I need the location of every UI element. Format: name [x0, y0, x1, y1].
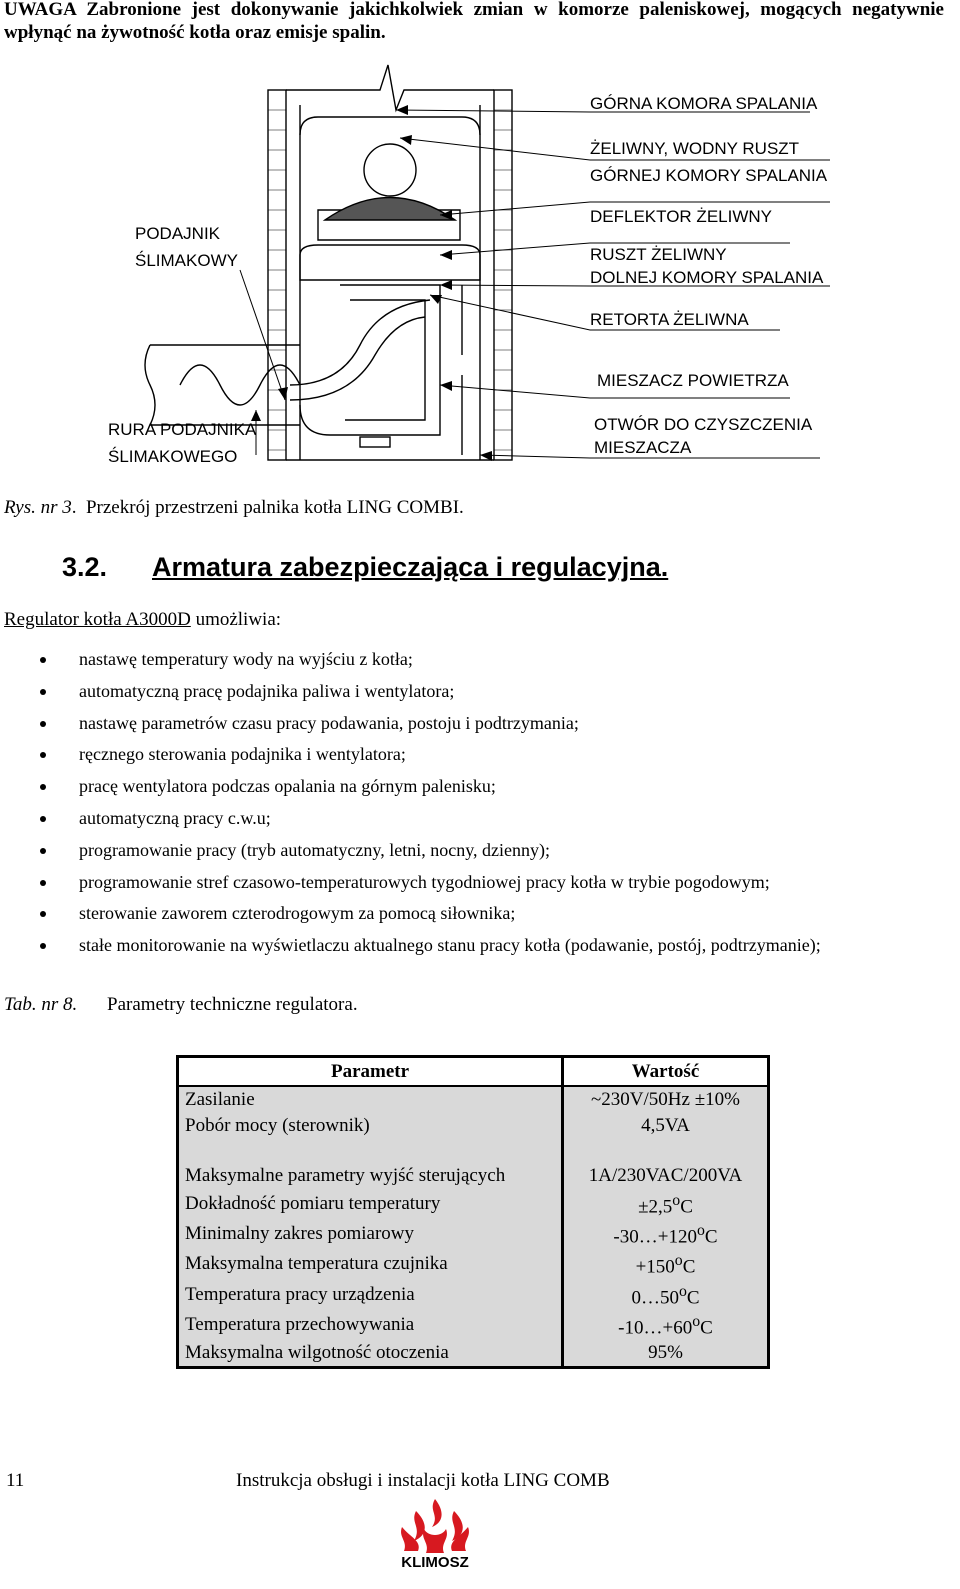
table-row — [178, 1249, 769, 1279]
value-cell: 0…50$^o$C — [563, 1280, 769, 1310]
label-podajnik-2: ŚLIMAKOWY — [135, 251, 238, 270]
table-row — [178, 1219, 769, 1249]
value-cell: 4,5VA — [563, 1113, 769, 1139]
param-cell: Temperatura przechowywania — [178, 1310, 563, 1340]
value-cell: $+150^oC$ — [563, 1249, 769, 1279]
figure-caption-dot: . — [71, 497, 77, 518]
warning-text: Zabronione jest dokonywanie jakichkolwiek zmian w komorze paleniskowej, mogących negatywnie wpłynąć na żywotność kotła oraz emisje spalin. — [4, 0, 944, 43]
param-cell: Maksymalna wilgotność otoczenia — [178, 1340, 563, 1367]
value-cell: $-30\dots+120^oC$ — [563, 1219, 769, 1249]
list-item: automatyczną pracy c.w.u; — [0, 803, 821, 835]
table-header-row — [178, 1057, 769, 1087]
figure-caption — [4, 497, 464, 519]
header-param: Parametr — [178, 1057, 563, 1087]
value-cell: ~230V/50Hz ±10% — [563, 1086, 769, 1113]
label-ruszt-wodny-1: ŻELIWNY, WODNY RUSZT — [590, 139, 800, 158]
table-row — [178, 1189, 769, 1219]
label-mieszacz: MIESZACZ POWIETRZA — [597, 371, 789, 390]
deflector — [325, 198, 455, 221]
param-cell: Dokładność pomiaru temperatury — [178, 1189, 563, 1219]
list-item: ręcznego sterowania podajnika i wentylatora; — [0, 739, 821, 771]
burner-cross-section-diagram — [0, 55, 960, 480]
label-retorta: RETORTA ŻELIWNA — [590, 310, 749, 329]
regulator-name: Regulator kotła A3000D — [4, 609, 191, 630]
list-item: pracę wentylatora podczas opalania na górnym palenisku; — [0, 771, 821, 803]
table-row — [178, 1086, 769, 1113]
param-cell: Maksymalna temperatura czujnika — [178, 1249, 563, 1279]
top-wall-break — [286, 65, 494, 110]
page-number: 11 — [6, 1470, 25, 1491]
value-cell: 95% — [563, 1340, 769, 1367]
param-cell: Temperatura pracy urządzenia — [178, 1280, 563, 1310]
figure-caption-text: Przekrój przestrzeni palnika kotła LING COMBI. — [85, 497, 464, 518]
value-cell: $\pm 2,5^oC$ — [563, 1189, 769, 1219]
list-item: programowanie stref czasowo-temperaturowych tygodniowej pracy kotła w trybie pogodowym; — [0, 867, 821, 899]
table-row — [178, 1340, 769, 1367]
label-otwor-1: OTWÓR DO CZYSZCZENIA — [594, 415, 813, 434]
value-cell: 1A/230VAC/200VA — [563, 1163, 769, 1189]
label-ruszt-dolny-2: DOLNEJ KOMORY SPALANIA — [590, 268, 824, 287]
label-podajnik-1: PODAJNIK — [135, 224, 221, 243]
label-gorna: GÓRNA KOMORA SPALANIA — [590, 94, 818, 113]
warning-paragraph — [4, 0, 944, 44]
table-row — [178, 1310, 769, 1340]
left-wall — [268, 90, 286, 460]
list-item: nastawę parametrów czasu pracy podawania, postoju i podtrzymania; — [0, 708, 821, 740]
figure-caption-label: Rys. nr 3 — [4, 497, 72, 518]
logo-text: KLIMOSZ — [401, 1554, 469, 1569]
param-cell — [178, 1139, 563, 1163]
intro-rest: umożliwia: — [190, 609, 282, 630]
label-ruszt-dolny-1: RUSZT ŻELIWNY — [590, 245, 727, 264]
list-item: sterowanie zaworem czterodrogowym za pomocą siłownika; — [0, 898, 821, 930]
label-rura-1: RURA PODAJNIKA — [108, 420, 257, 439]
feature-list — [0, 644, 821, 962]
klimosz-logo — [388, 1497, 482, 1569]
regulator-parameters-table — [176, 1055, 770, 1369]
value-cell: $-10\dots+60^oC$ — [563, 1310, 769, 1340]
table-caption — [4, 994, 358, 1016]
param-cell: Pobór mocy (sterownik) — [178, 1113, 563, 1139]
section-title: Armatura zabezpieczająca i regulacyjna. — [152, 552, 669, 582]
list-item: automatyczną pracę podajnika paliwa i wentylatora; — [0, 676, 821, 708]
list-item: nastawę temperatury wody na wyjściu z kotła; — [0, 644, 821, 676]
label-otwor-2: MIESZACZA — [594, 438, 692, 457]
label-ruszt-wodny-2: GÓRNEJ KOMORY SPALANIA — [590, 166, 828, 185]
table-row — [178, 1280, 769, 1310]
retort — [300, 285, 440, 435]
param-cell: Minimalny zakres pomiarowy — [178, 1219, 563, 1249]
right-wall — [494, 90, 512, 460]
header-value: Wartość — [563, 1057, 769, 1087]
feeder-screw — [180, 365, 300, 405]
table-row — [178, 1163, 769, 1189]
section-heading — [62, 552, 668, 583]
table-caption-text: Parametry techniczne regulatora. — [107, 994, 358, 1015]
section-number: 3.2. — [62, 552, 108, 582]
value-cell — [563, 1139, 769, 1163]
param-cell: Zasilanie — [178, 1086, 563, 1113]
flame-icon — [401, 1499, 469, 1553]
footer-title: Instrukcja obsługi i instalacji kotła LING COMB — [236, 1470, 610, 1491]
upper-chamber-circle — [364, 144, 416, 196]
table-row-empty — [178, 1139, 769, 1163]
label-deflektor: DEFLEKTOR ŻELIWNY — [590, 207, 772, 226]
list-item: programowanie pracy (tryb automatyczny, letni, nocny, dzienny); — [0, 835, 821, 867]
table-caption-label: Tab. nr 8. — [4, 994, 78, 1015]
regulator-intro — [4, 609, 281, 631]
pipe-break — [145, 345, 155, 425]
warning-lead: UWAGA — [4, 0, 76, 20]
list-item: stałe monitorowanie na wyświetlaczu aktualnego stanu pracy kotła (podawanie, postój, podtrzymanie); — [0, 930, 821, 962]
table-row — [178, 1113, 769, 1139]
label-rura-2: ŚLIMAKOWEGO — [108, 447, 238, 466]
param-cell: Maksymalne parametry wyjść sterujących — [178, 1163, 563, 1189]
